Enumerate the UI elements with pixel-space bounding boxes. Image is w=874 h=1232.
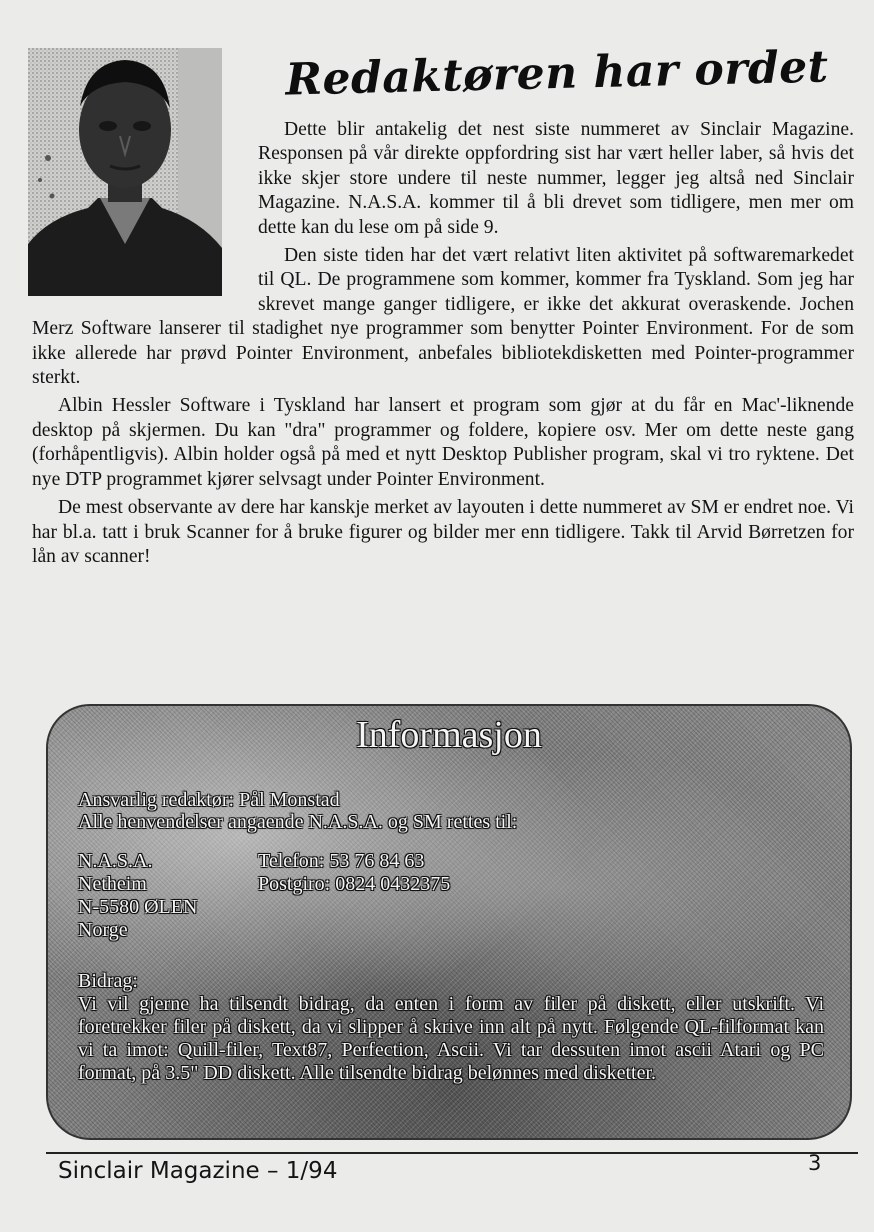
- address-line: Norge: [78, 919, 128, 941]
- photo-wrap-spacer: [32, 118, 258, 302]
- editorial-article: [32, 118, 854, 573]
- article-paragraph-1: Dette blir antakelig det nest siste nummeret av Sinclair Magazine. Responsen på vår direkte oppfordring sist har vært heller laber, så hvis det ikke skjer store undere til neste nummer, legger jeg altså ned Sinclair Magazine. N.A.S.A. kommer til å bli drevet som tidligere, men mer om dette kan du lese om på side 9.: [258, 119, 854, 238]
- article-title: Redaktøren har ordet: [284, 41, 830, 106]
- contributions-section: [78, 970, 824, 1085]
- footer-divider: [46, 1152, 858, 1154]
- postgiro-number: Postgiro: 0824 0432375: [258, 873, 451, 895]
- contributions-text: Vi vil gjerne ha tilsendt bidrag, da enten i form av filer på diskett, eller utskrift. Vi foretrekker filer på diskett, da vi slipper å skrive inn alt på nytt. Følgende QL-filformat kan vi ta imot: Quill-filer, Text87, Perfection, Ascii. Vi tar dessuten imot ascii Atari og PC format, på 3.5" DD diskett. Alle tilsendte bidrag belønnes med disketter.: [78, 993, 824, 1084]
- article-paragraph-4: De mest observante av dere har kanskje merket av layouten i dette nummeret av SM er endret noe. Vi har bl.a. tatt i bruk Scanner for å bruke figurer og bilder mer enn tidligere. Takk til Arvid Børretzen for lån av scanner!: [32, 497, 854, 567]
- address-line: Netheim: [78, 873, 147, 895]
- article-paragraph-2: Den siste tiden har det vært relativt liten aktivitet på softwaremarkedet til QL. De programmene som kommer, kommer fra Tyskland. Som jeg har skrevet mange ganger tidligere, er ikke det akkurat overaskende. Jochen Merz Software lanserer til stadighet nye programmer som benytter Pointer Environment. For de som ikke allerede har prøvd Pointer Environment, anbefales bibliotekdisketten med Pointer-programmer sterkt.: [32, 245, 854, 389]
- contributions-label: Bidrag:: [78, 970, 138, 992]
- article-paragraph-3: Albin Hessler Software i Tyskland har lansert et program som gjør at du får en Mac'-liknende desktop på skjermen. Du kan "dra" programmer og foldere, kopiere osv. Mer om dette neste gang (forhåpentligvis). Albin holder også på med et nytt Desktop Publisher program, skal vi tro ryktene. Det nye DTP programmet kjører selvsagt under Pointer Environment.: [32, 395, 854, 490]
- postal-address: [78, 850, 197, 942]
- contact-details: [78, 850, 818, 960]
- responsible-editor-line: Ansvarlig redaktør: Pål Monstad: [78, 789, 340, 811]
- address-line: N.A.S.A.: [78, 850, 153, 872]
- phone-number: Telefon: 53 76 84 63: [258, 850, 425, 872]
- footer-magazine-issue: Sinclair Magazine – 1/94: [58, 1158, 338, 1184]
- page-number: 3: [808, 1151, 822, 1175]
- information-box: [46, 704, 852, 1140]
- phone-and-giro: [258, 850, 450, 896]
- infobox-title: Informasjon: [356, 714, 542, 756]
- contact-intro-line: Alle henvendelser angaende N.A.S.A. og SM rettes til:: [78, 811, 518, 833]
- address-line: N-5580 ØLEN: [78, 896, 198, 918]
